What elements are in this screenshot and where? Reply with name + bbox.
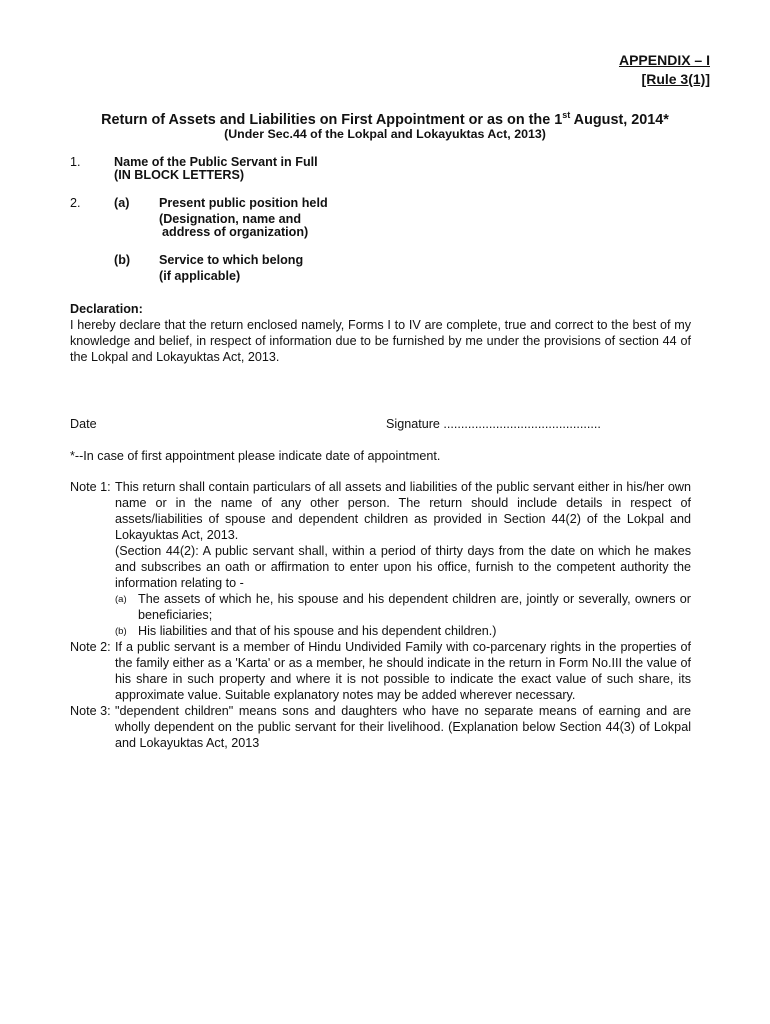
item-2a-sublabel-2: address of organization) xyxy=(162,225,309,239)
appendix-heading: APPENDIX – I xyxy=(618,52,710,68)
declaration-text: I hereby declare that the return enclosed namely, Forms I to IV are complete, true and correct to the best of my knowledge and belief, in respect of information due to be furnished by me under the provisions of section 44 of the Lokpal and Lokayuktas Act, 2013. xyxy=(70,318,691,364)
signature-label: Signature ............................................. xyxy=(386,417,601,431)
form-subtitle: (Under Sec.44 of the Lokpal and Lokayuktas Act, 2013) xyxy=(224,127,546,141)
item-2b-marker: (b) xyxy=(114,253,131,267)
item-2b-label: Service to which belong xyxy=(159,253,304,267)
form-title-date: August, 2014* xyxy=(570,112,669,128)
note-1-sub-a-text: The assets of which he, his spouse and his dependent children are, jointly or severally, owners or beneficiaries; xyxy=(138,592,691,622)
notes-section xyxy=(70,479,691,751)
note-1-sub-a xyxy=(115,591,691,623)
note-1-sub-a-marker: (a) xyxy=(115,594,127,605)
item-2-number: 2. xyxy=(70,196,81,210)
note-1 xyxy=(70,479,691,543)
note-2-text: If a public servant is a member of Hindu Undivided Family with co-parcenary rights in the properties of the family either as a 'Karta' or as a member, he should indicate in the return in Form No.III the value of his share in such property and where it is not possible to indicate the exact value of such share, its approximate value. Suitable explanatory notes may be added wherever necessary. xyxy=(115,640,691,702)
note-1-label: Note 1: xyxy=(70,480,111,494)
form-title-main: Return of Assets and Liabilities on First Appointment or as on the 1 xyxy=(101,112,563,128)
appointment-footnote: *--In case of first appointment please indicate date of appointment. xyxy=(70,449,441,463)
note-3 xyxy=(70,703,691,751)
note-2 xyxy=(70,639,691,703)
note-1-subitems xyxy=(70,591,691,639)
item-1-number: 1. xyxy=(70,155,81,169)
declaration-heading: Declaration: xyxy=(70,302,143,316)
item-1-label: Name of the Public Servant in Full xyxy=(114,155,318,169)
item-2a-sublabel-1: (Designation, name and xyxy=(159,212,302,226)
item-1-sublabel: (IN BLOCK LETTERS) xyxy=(114,168,245,182)
note-1-sub-b-marker: (b) xyxy=(115,626,127,637)
item-2b-sublabel: (if applicable) xyxy=(159,269,241,283)
note-1-section-text: (Section 44(2): A public servant shall, within a period of thirty days from the date on which he makes and subscribes an oath or affirmation to enter upon his office, furnish to the competent authority the information relating to - xyxy=(115,544,691,590)
note-1-section xyxy=(70,543,691,591)
note-1-text: This return shall contain particulars of all assets and liabilities of the public servant either in his/her own name or in the name of any other person. The return should include details in respect of assets/liabilities of spouse and dependent children as provided in Section 44(2) of the Lokpal and Lokayuktas Act, 2013. xyxy=(115,480,691,542)
note-1-sub-b-text: His liabilities and that of his spouse and his dependent children.) xyxy=(138,624,497,638)
date-label: Date xyxy=(70,417,97,431)
note-3-text: "dependent children" means sons and daughters who have no separate means of earning and are wholly dependent on the public servant for their livelihood. (Explanation below Section 44(3) of Lokpal and Lokayuktas Act, 2013 xyxy=(115,704,691,750)
note-3-label: Note 3: xyxy=(70,704,111,718)
rule-reference: [Rule 3(1)] xyxy=(641,71,710,87)
item-2a-marker: (a) xyxy=(114,196,130,210)
item-2a-label: Present public position held xyxy=(159,196,328,210)
form-title-superscript: st xyxy=(562,110,571,121)
note-2-label: Note 2: xyxy=(70,640,111,654)
note-1-sub-b xyxy=(115,623,691,639)
